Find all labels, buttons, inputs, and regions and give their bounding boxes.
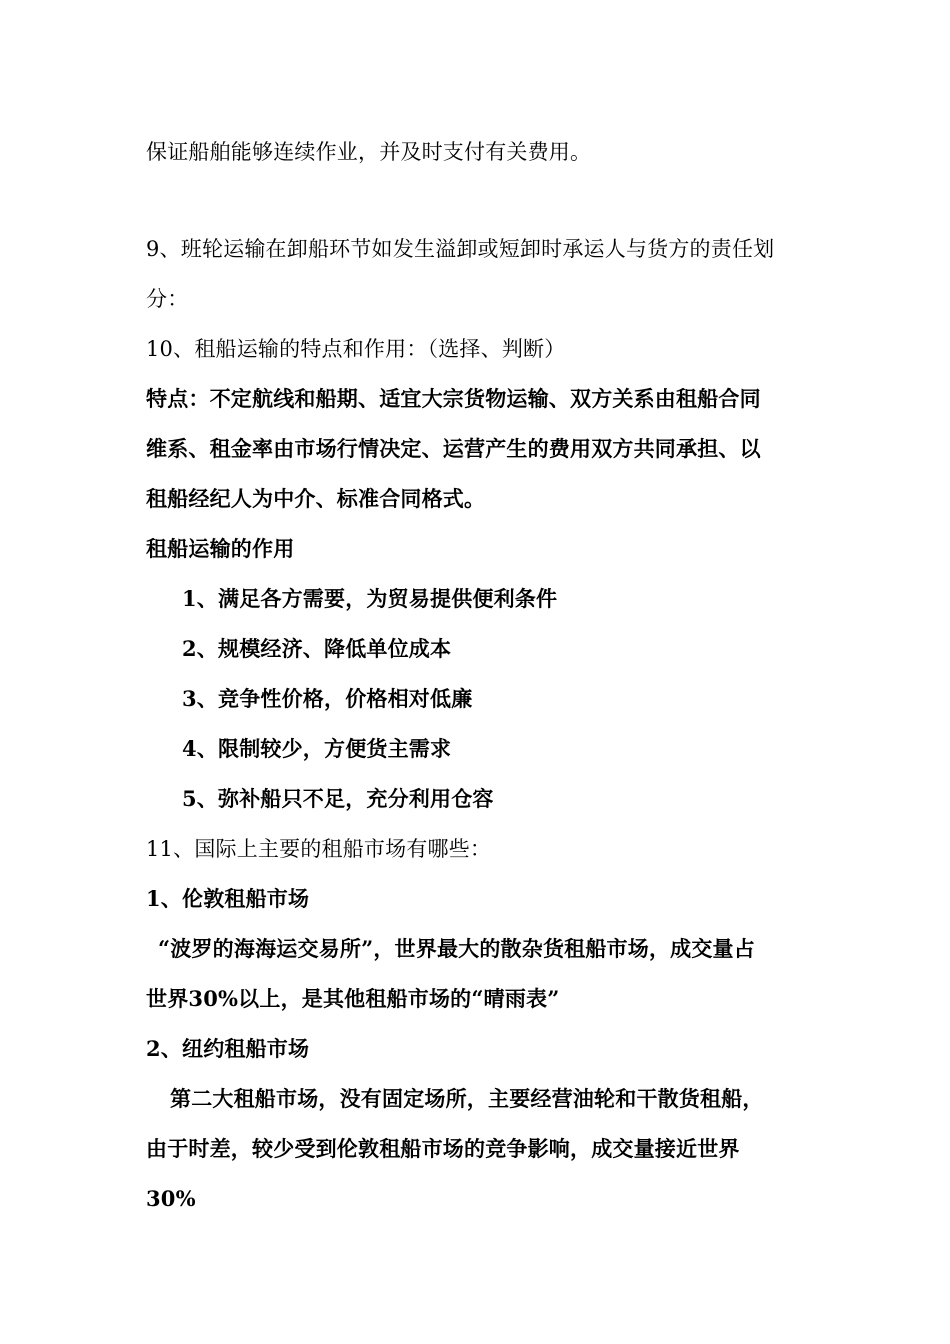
market-2-title: 2、纽约租船市场	[146, 1036, 310, 1061]
market-1-description-line-2: 世界30%以上，是其他租船市场的“晴雨表”	[146, 986, 560, 1011]
market-1-description-line-1: “波罗的海海运交易所”，世界最大的散杂货租船市场，成交量占	[158, 936, 755, 961]
features-line-1: 特点：不定航线和船期、适宜大宗货物运输、双方关系由租船合同	[146, 386, 761, 411]
question-9-line-1: 9、班轮运输在卸船环节如发生溢卸或短卸时承运人与货方的责任划	[146, 237, 775, 261]
function-item-3: 3、竞争性价格，价格相对低廉	[182, 686, 473, 711]
market-1-title: 1、伦敦租船市场	[146, 886, 310, 911]
function-item-4: 4、限制较少，方便货主需求	[182, 736, 452, 761]
paragraph-line-continuation: 保证船舶能够连续作业，并及时支付有关费用。	[146, 140, 592, 164]
features-line-2: 维系、租金率由市场行情决定、运营产生的费用双方共同承担、以	[146, 436, 761, 461]
market-2-description-line-1: 第二大租船市场，没有固定场所，主要经营油轮和干散货租船，	[170, 1086, 764, 1111]
features-line-3: 租船经纪人为中介、标准合同格式。	[146, 486, 486, 511]
question-9-line-2: 分：	[146, 287, 189, 311]
functions-heading: 租船运输的作用	[146, 536, 295, 561]
function-item-1: 1、满足各方需要，为贸易提供便利条件	[182, 586, 558, 611]
question-10-heading: 10、租船运输的特点和作用：（选择、判断）	[146, 337, 566, 361]
function-item-5: 5、弥补船只不足，充分利用仓容	[182, 786, 494, 811]
market-2-description-line-3: 30%	[146, 1186, 196, 1211]
question-11-heading: 11、国际上主要的租船市场有哪些：	[146, 837, 492, 861]
function-item-2: 2、规模经济、降低单位成本	[182, 636, 452, 661]
market-2-description-line-2: 由于时差，较少受到伦敦租船市场的竞争影响，成交量接近世界	[146, 1136, 740, 1161]
